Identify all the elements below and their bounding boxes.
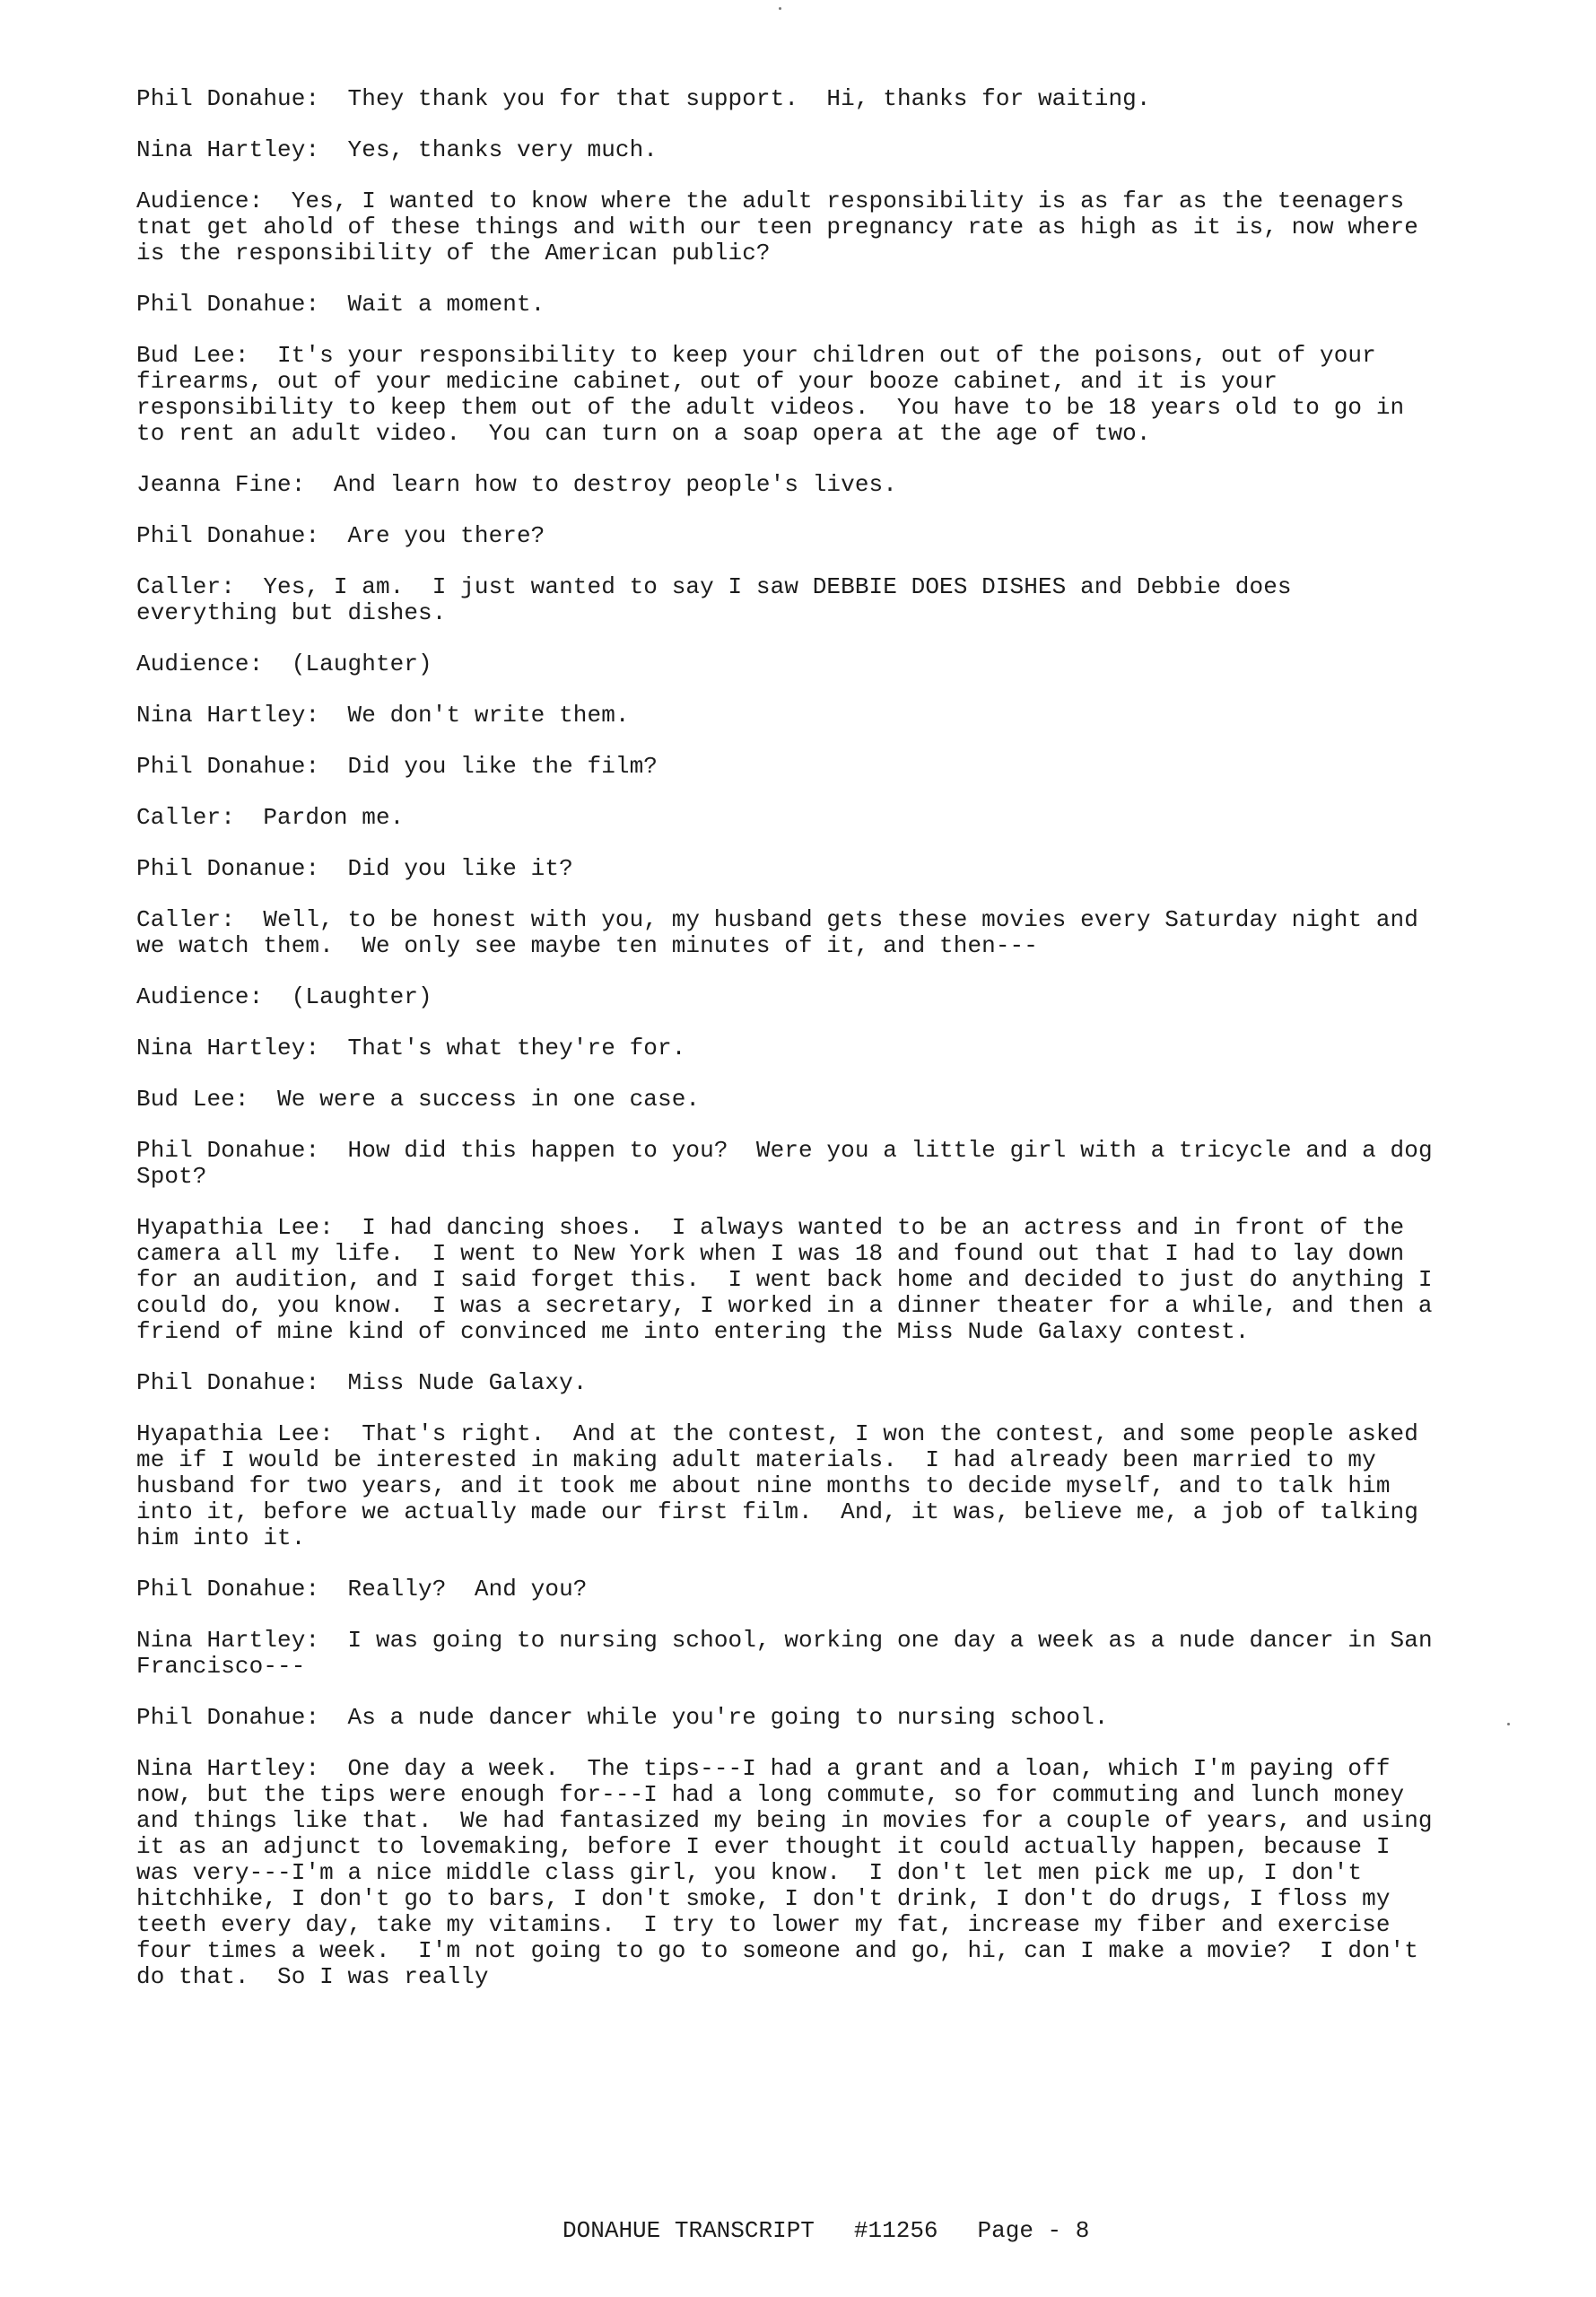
utterance-text: Did you like it? xyxy=(347,855,573,882)
transcript-entry xyxy=(136,472,1446,498)
transcript-entry xyxy=(136,651,1446,677)
utterance-text: That's right. And at the contest, I won the contest, and some people asked me if I would be interested in making adult materials. I had already been married to my husband for two years, and it took me about nine months to decide myself, and to talk him into it, before we actually made our first film. And, it was, believe me, a job of talking him into it. xyxy=(136,1420,1433,1551)
transcript-entry xyxy=(136,137,1446,163)
utterance-text: Pardon me. xyxy=(263,804,405,831)
speaker-name: Nina Hartley : xyxy=(136,702,348,729)
transcript-entry xyxy=(136,1087,1446,1113)
speaker-name: Audience : xyxy=(136,651,292,677)
transcript-entry xyxy=(136,1138,1446,1190)
speaker-name: Phil Donahue : xyxy=(136,85,348,112)
transcript-entry xyxy=(136,343,1446,447)
utterance-text: And learn how to destroy people's lives. xyxy=(333,471,897,498)
speaker-name: Phil Donahue : xyxy=(136,522,348,549)
transcript-entry xyxy=(136,1215,1446,1345)
transcript-entry xyxy=(136,984,1446,1010)
transcript-entry xyxy=(136,805,1446,831)
transcript-entry xyxy=(136,1370,1446,1396)
speaker-name: Nina Hartley : xyxy=(136,1627,348,1654)
utterance-text: Yes, I wanted to know where the adult responsibility is as far as the teenagers tnat get ahold of these things and with our teen pregnancy rate as high as it is, now where is the responsibility of the American public? xyxy=(136,188,1433,266)
utterance-text: Well, to be honest with you, my husband gets these movies every Saturday night and we watch them. We only see maybe ten minutes of it, and then--- xyxy=(136,906,1433,959)
speaker-name: Phil Donahue : xyxy=(136,1369,348,1396)
speaker-name: Phil Donahue : xyxy=(136,1576,348,1603)
speaker-name: Caller : xyxy=(136,804,263,831)
utterance-text: I was going to nursing school, working one day a week as a nude dancer in San Francisco--- xyxy=(136,1627,1447,1680)
utterance-text: Wait a moment. xyxy=(347,291,545,318)
speaker-name: Phil Donahue : xyxy=(136,753,348,780)
speaker-name: Audience : xyxy=(136,983,292,1010)
utterance-text: Did you like the film? xyxy=(347,753,658,780)
utterance-text: One day a week. The tips---I had a grant and a loan, which I'm paying off now, but the tips were enough for---I had a long commute, so for commuting and lunch money and things like that. We had fantasized my being in movies for a couple of years, and using it as an adjunct to lovemaking, before I ever thought it could actually happen, because I was very---I'm a nice middle class girl, you know. I don't let men pick me up, I don't hitchhike, I don't go to bars, I don't smoke, I don't drink, I don't do drugs, I floss my teeth every day, take my vitamins. I try to lower my fat, increase my fiber and exercise four times a week. I'm not going to go to someone and go, hi, can I make a movie? I don't do that. So I was really xyxy=(136,1755,1447,1990)
speaker-name: Hyapathia Lee : xyxy=(136,1420,362,1447)
transcript-entry xyxy=(136,907,1446,959)
transcript-entry xyxy=(136,1421,1446,1551)
scan-speck xyxy=(779,7,781,10)
transcript-entry xyxy=(136,86,1446,112)
utterance-text: (Laughter) xyxy=(291,983,432,1010)
transcript-entry xyxy=(136,292,1446,318)
utterance-text: Really? And you? xyxy=(347,1576,588,1603)
transcript-body xyxy=(136,86,1446,2015)
transcript-entry xyxy=(136,1628,1446,1680)
utterance-text: I had dancing shoes. I always wanted to be an actress and in front of the camera all my life. I went to New York when I was 18 and found out that I had to lay down for an audition, and I said forget this. I went back home and decided to just do anything I could do, you know. I was a secretary, I worked in a dinner theater for a while, and then a friend of mine kind of convinced me into entering the Miss Nude Galaxy contest. xyxy=(136,1214,1447,1345)
utterance-text: Yes, thanks very much. xyxy=(347,136,658,163)
speaker-name: Phil Donanue : xyxy=(136,855,348,882)
utterance-text: Are you there? xyxy=(347,522,545,549)
speaker-name: Jeanna Fine : xyxy=(136,471,334,498)
speaker-name: Bud Lee : xyxy=(136,342,277,369)
utterance-text: We don't write them. xyxy=(347,702,630,729)
utterance-text: As a nude dancer while you're going to nursing school. xyxy=(347,1704,1109,1731)
page-footer xyxy=(0,2190,1596,2271)
transcript-entry xyxy=(136,188,1446,266)
speaker-name: Phil Donahue : xyxy=(136,1137,348,1164)
footer-page-number: Page - 8 xyxy=(977,2217,1090,2244)
transcript-entry xyxy=(136,754,1446,780)
transcript-entry xyxy=(136,856,1446,882)
utterance-text: Miss Nude Galaxy. xyxy=(347,1369,588,1396)
transcript-entry xyxy=(136,523,1446,549)
transcript-entry xyxy=(136,1756,1446,1990)
speaker-name: Nina Hartley : xyxy=(136,1035,348,1061)
scan-speck xyxy=(1507,1723,1510,1725)
speaker-name: Nina Hartley : xyxy=(136,136,348,163)
transcript-entry xyxy=(136,1035,1446,1061)
speaker-name: Bud Lee : xyxy=(136,1086,277,1113)
speaker-name: Caller : xyxy=(136,906,263,933)
utterance-text: How did this happen to you? Were you a little girl with a tricycle and a dog Spot? xyxy=(136,1137,1447,1190)
transcript-entry xyxy=(136,574,1446,626)
speaker-name: Phil Donahue : xyxy=(136,1704,348,1731)
transcript-entry xyxy=(136,703,1446,729)
utterance-text: They thank you for that support. Hi, thanks for waiting. xyxy=(347,85,1151,112)
utterance-text: It's your responsibility to keep your children out of the poisons, out of your firearms, out of your medicine cabinet, out of your booze cabinet, and it is your responsibility to keep them out of the adult videos. You have to be 18 years old to go in to rent an adult video. You can turn on a soap opera at the age of two. xyxy=(136,342,1418,447)
transcript-entry xyxy=(136,1576,1446,1603)
utterance-text: Yes, I am. I just wanted to say I saw DEBBIE DOES DISHES and Debbie does everything but dishes. xyxy=(136,573,1306,626)
speaker-name: Caller : xyxy=(136,573,263,600)
utterance-text: (Laughter) xyxy=(291,651,432,677)
utterance-text: We were a success in one case. xyxy=(277,1086,701,1113)
speaker-name: Audience : xyxy=(136,188,292,214)
utterance-text: That's what they're for. xyxy=(347,1035,686,1061)
speaker-name: Nina Hartley : xyxy=(136,1755,348,1782)
speaker-name: Hyapathia Lee : xyxy=(136,1214,362,1241)
footer-transcript-number: #11256 xyxy=(853,2217,938,2244)
transcript-entry xyxy=(136,1705,1446,1731)
footer-title: DONAHUE TRANSCRIPT xyxy=(563,2217,815,2244)
speaker-name: Phil Donahue : xyxy=(136,291,348,318)
